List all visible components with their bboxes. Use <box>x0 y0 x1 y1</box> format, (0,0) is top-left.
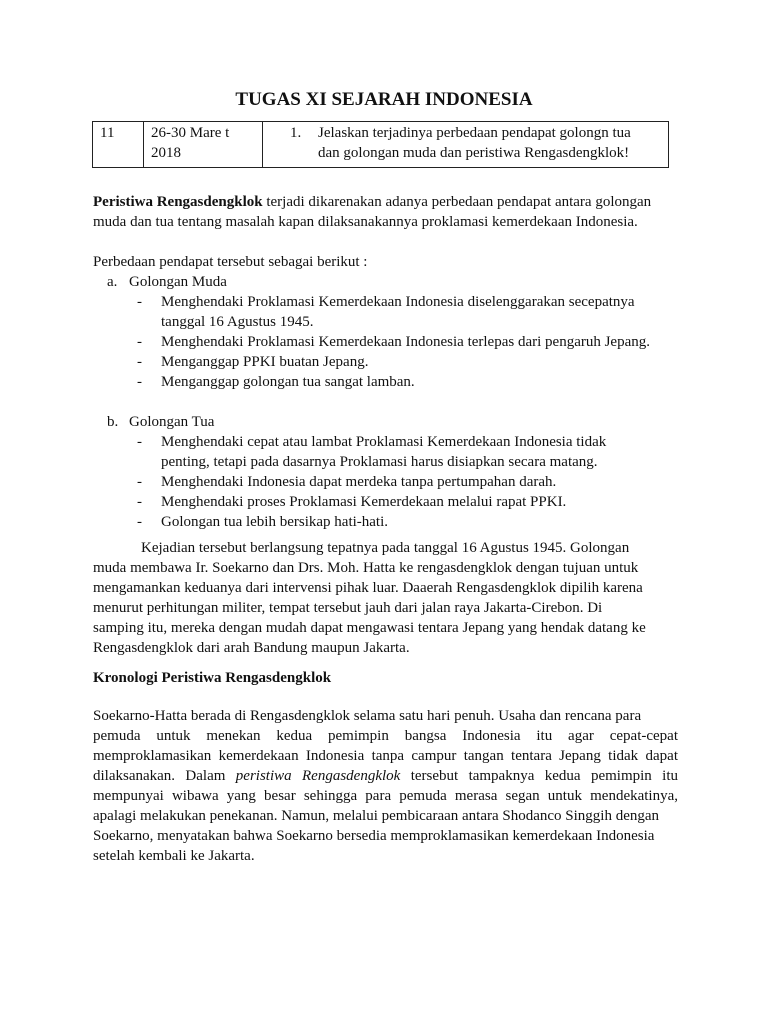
group-young <box>93 272 678 392</box>
list-item: Menganggap golongan tua sangat lamban. <box>161 374 415 390</box>
event-line: samping itu, mereka dengan mudah dapat mengawasi tentara Jepang yang hendak datang ke <box>93 620 646 636</box>
list-item: Menganggap PPKI buatan Jepang. <box>161 354 369 370</box>
differences-intro: Perbedaan pendapat tersebut sebagai berikut : <box>93 254 368 270</box>
event-line: menurut perhitungan militer, tempat tersebut jauh dari jalan raya Jakarta-Cirebon. Di <box>93 600 603 616</box>
task-table <box>92 121 669 168</box>
dash-bullet: - <box>137 334 142 350</box>
list-item: Menghendaki proses Proklamasi Kemerdekaan melalui rapat PPKI. <box>161 494 567 510</box>
task-row <box>93 122 669 168</box>
date-line-1: 26-30 Mare t <box>151 125 230 141</box>
dash-bullet: - <box>137 354 142 370</box>
question-cell <box>263 122 669 168</box>
group-marker: a. <box>107 274 118 290</box>
question-line-1: Jelaskan terjadinya perbedaan pendapat golongn tua <box>318 125 631 141</box>
section-heading: Kronologi Peristiwa Rengasdengklok <box>93 670 332 686</box>
intro-bold-lead: Peristiwa Rengasdengklok <box>93 194 263 210</box>
chronology-paragraph <box>93 706 678 866</box>
chronology-line: memproklamasikan kemerdekaan Indonesia tanpa campur tangan tentara Jepang tidak dapat <box>93 748 678 764</box>
dash-bullet: - <box>137 474 142 490</box>
dash-bullet: - <box>137 434 142 450</box>
group-old <box>93 412 678 532</box>
event-line: Rengasdengklok dari arah Bandung maupun Jakarta. <box>93 640 410 656</box>
list-item: Menghendaki Proklamasi Kemerdekaan Indonesia diselenggarakan secepatnya <box>161 294 635 310</box>
intro-line-2: muda dan tua tentang masalah kapan dilaksanakannya proklamasi kemerdekaan Indonesia. <box>93 214 638 230</box>
date-cell <box>144 122 263 168</box>
list-item: Menghendaki cepat atau lambat Proklamasi Kemerdekaan Indonesia tidak <box>161 434 607 450</box>
list-item: Menghendaki Proklamasi Kemerdekaan Indonesia terlepas dari pengaruh Jepang. <box>161 334 650 350</box>
question-number: 1. <box>290 125 302 141</box>
dash-bullet: - <box>137 374 142 390</box>
event-line: Kejadian tersebut berlangsung tepatnya pada tanggal 16 Agustus 1945. Golongan <box>141 540 630 556</box>
chronology-text: dilaksanakan. Dalam <box>93 768 236 784</box>
chronology-heading <box>93 668 678 688</box>
chronology-line: apalagi melakukan penekanan. Namun, melalui pembicaraan antara Shodanco Singgih dengan <box>93 808 660 824</box>
dash-bullet: - <box>137 514 142 530</box>
group-name: Golongan Tua <box>129 414 215 430</box>
intro-line-1: terjadi dikarenakan adanya perbedaan pendapat antara golongan <box>262 194 652 210</box>
class-cell: 11 <box>93 122 144 168</box>
chronology-text: tersebut tampaknya kedua pemimpin itu <box>400 768 678 784</box>
list-item-continued: penting, tetapi pada dasarnya Proklamasi harus disiapkan secara matang. <box>161 454 598 470</box>
dash-bullet: - <box>137 294 142 310</box>
event-line: muda membawa Ir. Soekarno dan Drs. Moh. Hatta ke rengasdengklok dengan tujuan untuk <box>93 560 639 576</box>
event-paragraph <box>93 538 678 658</box>
question-line-2: dan golongan muda dan peristiwa Rengasdengklok! <box>318 145 630 161</box>
intro-paragraph <box>93 192 678 232</box>
event-line: mengamankan keduanya dari intervensi pihak luar. Daaerah Rengasdengklok dipilih karena <box>93 580 643 596</box>
group-marker: b. <box>107 414 119 430</box>
chronology-line: Soekarno, menyatakan bahwa Soekarno bersedia memproklamasikan kemerdekaan Indonesia <box>93 828 655 844</box>
chronology-line: mempunyai wibawa yang besar sehingga para pemuda merasa segan untuk mendekatinya, <box>93 788 678 804</box>
chronology-line: pemuda untuk menekan kedua pemimpin bangsa Indonesia itu agar cepat-cepat <box>93 728 678 744</box>
dash-bullet: - <box>137 494 142 510</box>
list-item: Golongan tua lebih bersikap hati-hati. <box>161 514 389 530</box>
chronology-line-mixed <box>93 766 678 786</box>
list-item: Menghendaki Indonesia dapat merdeka tanpa pertumpahan darah. <box>161 474 557 490</box>
document-title: TUGAS XI SEJARAH INDONESIA <box>235 89 533 110</box>
group-name: Golongan Muda <box>129 274 227 290</box>
chronology-line: Soekarno-Hatta berada di Rengasdengklok selama satu hari penuh. Usaha dan rencana para <box>93 708 642 724</box>
differences-section <box>93 252 678 532</box>
chronology-italic: peristiwa Rengasdengklok <box>235 768 401 784</box>
date-line-2: 2018 <box>151 145 181 161</box>
list-item-continued: tanggal 16 Agustus 1945. <box>161 314 314 330</box>
chronology-line: setelah kembali ke Jakarta. <box>93 848 255 864</box>
